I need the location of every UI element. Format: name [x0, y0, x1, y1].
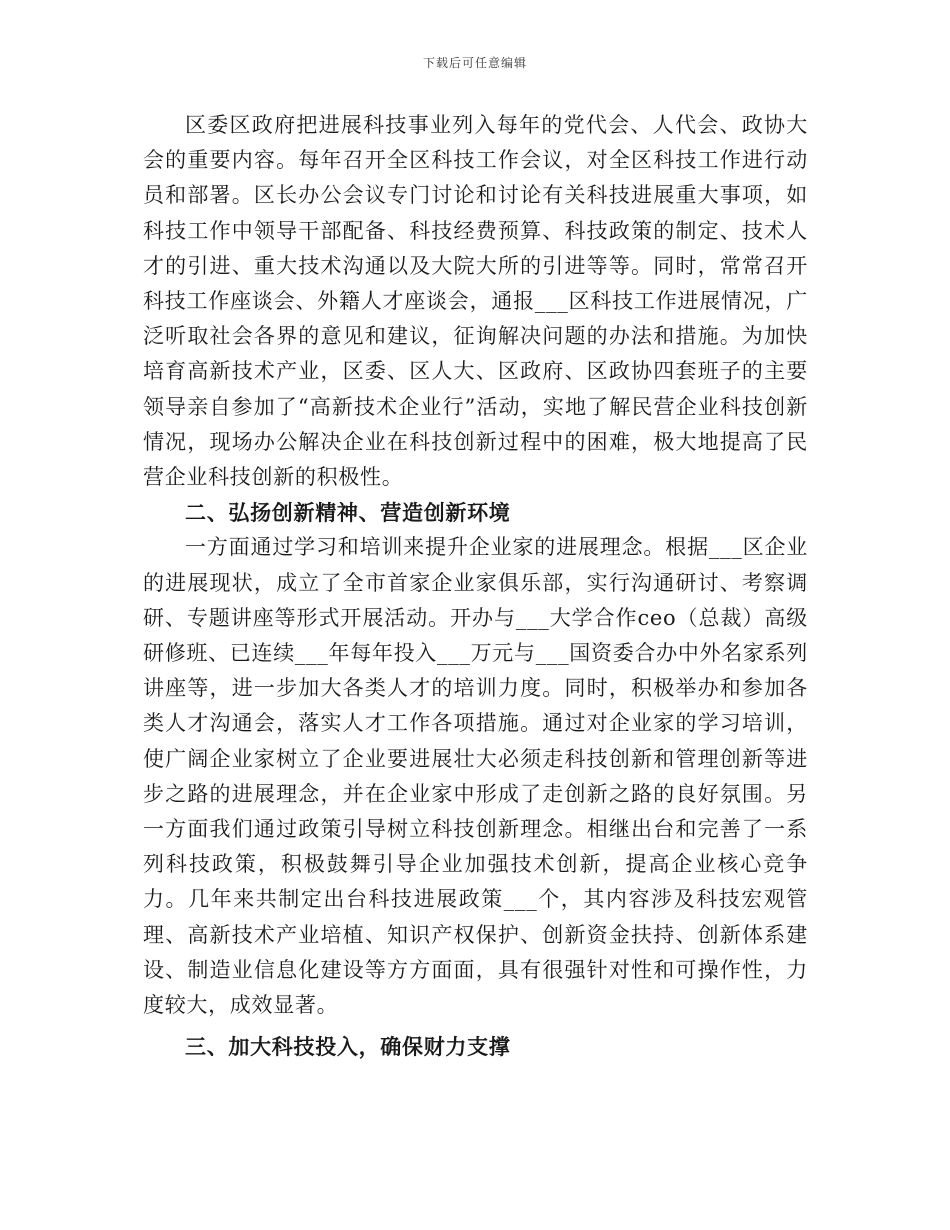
page-header: 下载后可任意编辑 [422, 56, 527, 70]
section-heading-innovation-spirit: 二、弘扬创新精神、营造创新环境 [185, 500, 511, 526]
document-body [143, 108, 808, 1064]
paragraph-innovation-environment: 一方面通过学习和培训来提升企业家的进展理念。根据___区企业的进展现状，成立了全市首家企业家俱乐部，实行沟通研讨、考察调研、专题讲座等形式开展活动。开办与___大学合作ceo（总裁）高级研修班、已连续___年每年投入___万元与___国资委合办中外名家系列讲座等，进一步加大各类人才的培训力度。同时，积极举办和参加各类人才沟通会，落实人才工作各项措施。通过对企业家的学习培训，使广阔企业家树立了企业要进展壮大必须走科技创新和管理创新等进步之路的进展理念，并在企业家中形成了走创新之路的良好氛围。另一方面我们通过政策引导树立科技创新理念。相继出台和完善了一系列科技政策，积极鼓舞引导企业加强技术创新，提高企业核心竞争力。几年来共制定出台科技进展政策___个，其内容涉及科技宏观管理、高新技术产业培植、知识产权保护、创新资金扶持、创新体系建设、制造业信息化建设等方方面面，具有很强针对性和可操作性，力度较大，成效显著。 [143, 535, 808, 1018]
paragraph-leadership: 区委区政府把进展科技事业列入每年的党代会、人代会、政协大会的重要内容。每年召开全区科技工作会议，对全区科技工作进行动员和部署。区长办公会议专门讨论和讨论有关科技进展重大事项，如科技工作中领导干部配备、科技经费预算、科技政策的制定、技术人才的引进、重大技术沟通以及大院大所的引进等等。同时，常常召开科技工作座谈会、外籍人才座谈会，通报___区科技工作进展情况，广泛听取社会各界的意见和建议，征询解决问题的办法和措施。为加快培育高新技术产业，区委、区人大、区政府、区政协四套班子的主要领导亲自参加了“高新技术企业行”活动，实地了解民营企业科技创新情况，现场办公解决企业在科技创新过程中的困难，极大地提高了民营企业科技创新的积极性。 [143, 113, 808, 490]
section-heading-tech-investment: 三、加大科技投入，确保财力支撑 [185, 1034, 511, 1060]
